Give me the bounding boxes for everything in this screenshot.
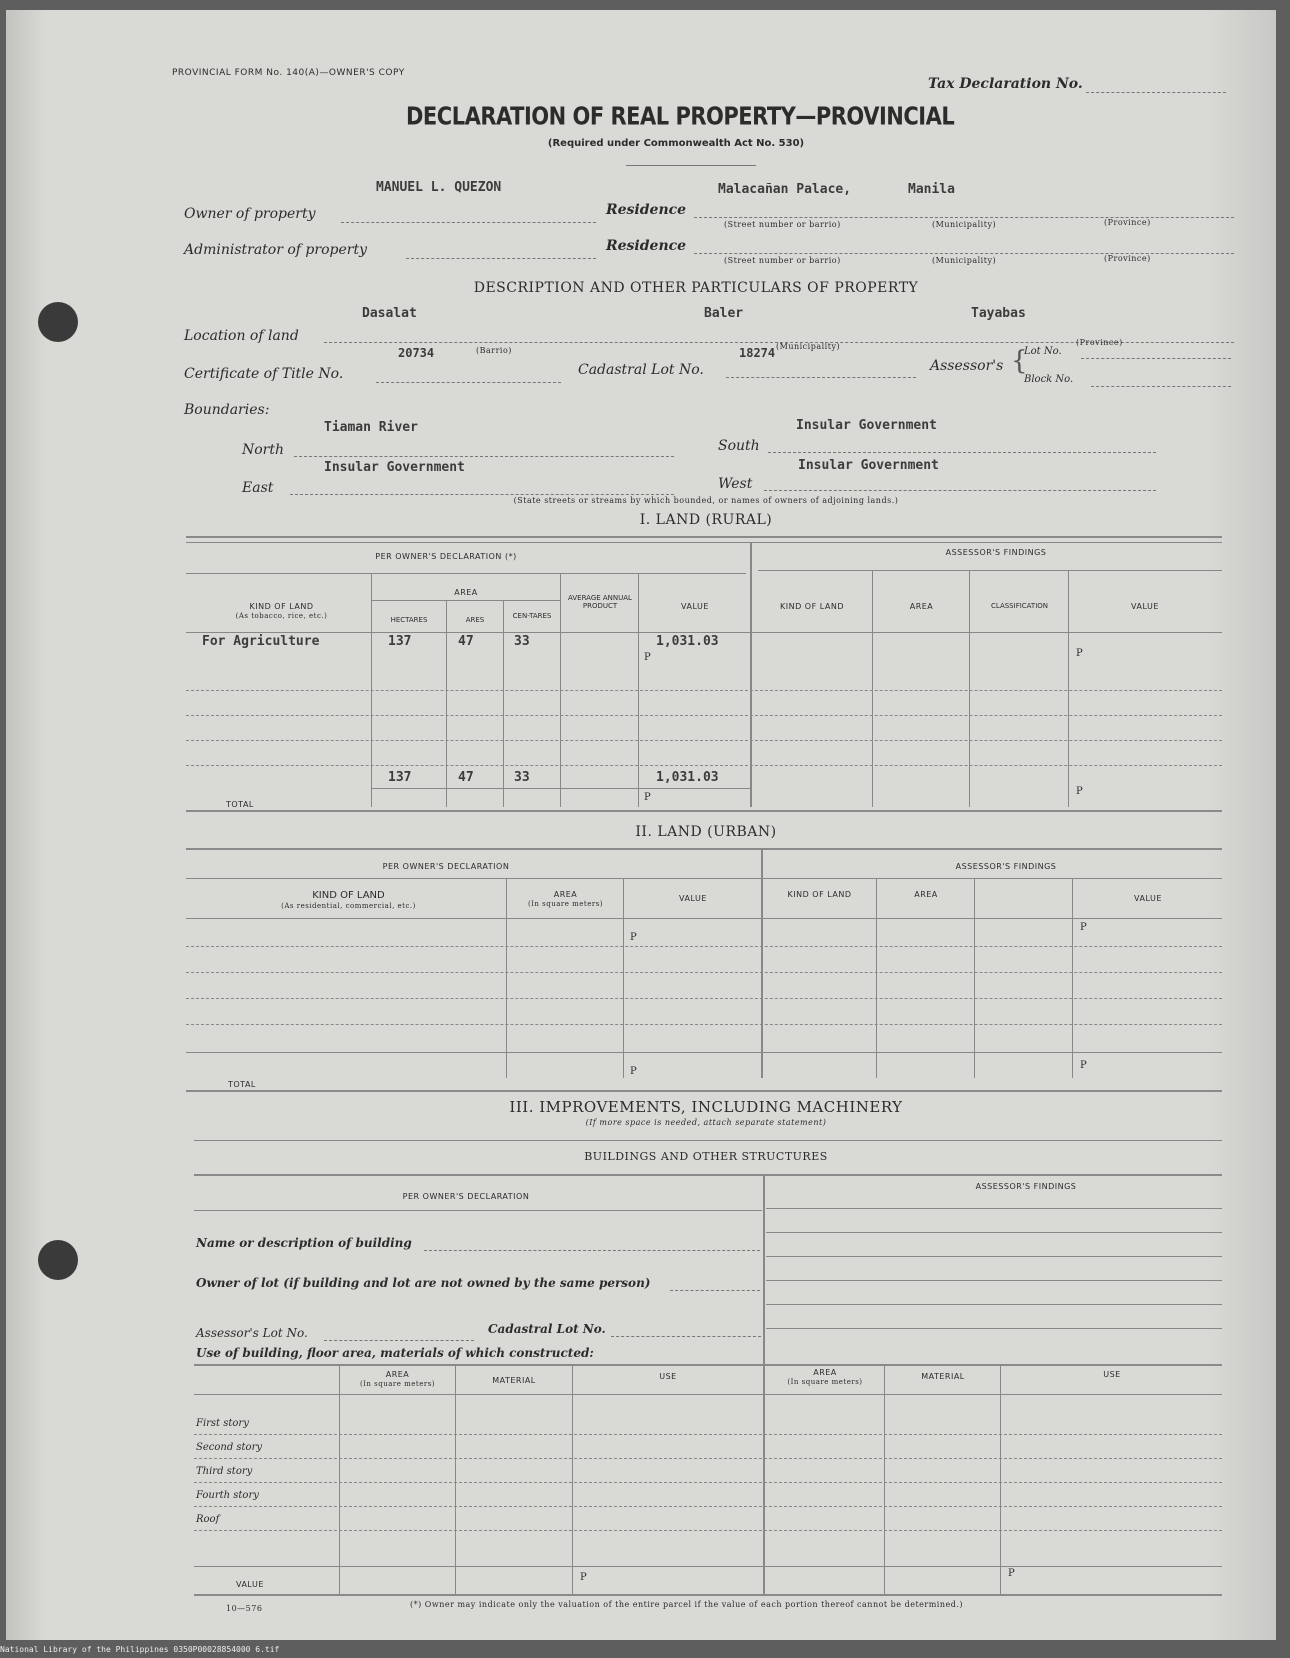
province-caption: (Province) bbox=[1076, 338, 1123, 347]
urban-a-value-header: VALUE bbox=[1134, 894, 1162, 903]
roof-label: Roof bbox=[196, 1514, 220, 1525]
rural-col bbox=[969, 570, 970, 807]
buildings-rule bbox=[766, 1304, 1222, 1305]
rural-col bbox=[1068, 570, 1069, 807]
story-rule bbox=[194, 1530, 1222, 1531]
third-story-label: Third story bbox=[196, 1466, 253, 1477]
hectares-header: HECTARES bbox=[390, 616, 428, 624]
kind-header: KIND OF LAND bbox=[249, 602, 314, 611]
urban-assessor: ASSESSOR'S FINDINGS bbox=[955, 862, 1057, 871]
peso-sign: P bbox=[630, 1066, 637, 1077]
a-story-area-sub: (In square meters) bbox=[787, 1378, 863, 1386]
peso-sign: P bbox=[1080, 1060, 1087, 1071]
cadastral-value: 18274 bbox=[739, 346, 776, 360]
page-title: DECLARATION OF REAL PROPERTY—PROVINCIAL bbox=[406, 101, 955, 131]
location-label: Location of land bbox=[184, 328, 299, 344]
scan-footer: National Library of the Philippines 0350P00028854000 6.tif bbox=[0, 1645, 280, 1654]
lot-field[interactable] bbox=[1081, 358, 1231, 359]
story-rule bbox=[194, 1566, 1222, 1567]
value-header: VALUE bbox=[681, 602, 709, 611]
story-use-header: USE bbox=[659, 1372, 677, 1381]
rural-owner-decl: PER OWNER'S DECLARATION (*) bbox=[375, 552, 517, 561]
story-rule bbox=[194, 1394, 1222, 1395]
story-material-header: MATERIAL bbox=[492, 1376, 536, 1385]
form-label: PROVINCIAL FORM No. 140(A)—OWNER'S COPY bbox=[172, 68, 405, 78]
urban-value-header: VALUE bbox=[679, 894, 707, 903]
block-field[interactable] bbox=[1091, 386, 1231, 387]
peso-sign: P bbox=[1076, 648, 1083, 659]
municipality-caption: (Municipality) bbox=[776, 342, 841, 351]
admin-residence-field[interactable] bbox=[694, 253, 1234, 254]
urban-col bbox=[1072, 878, 1073, 1078]
cadastral-label: Cadastral Lot No. bbox=[578, 362, 704, 378]
building-name-field[interactable] bbox=[424, 1250, 760, 1251]
brace: { bbox=[1011, 346, 1028, 376]
rural-rule bbox=[186, 573, 746, 574]
improvements-heading: III. IMPROVEMENTS, INCLUDING MACHINERY bbox=[509, 1098, 903, 1116]
a-value-header: VALUE bbox=[1131, 602, 1159, 611]
assessor-lot-field[interactable] bbox=[324, 1340, 474, 1341]
urban-top-rule bbox=[186, 848, 1222, 850]
story-table-rule bbox=[194, 1364, 1222, 1366]
owner-value: MANUEL L. QUEZON bbox=[376, 180, 502, 195]
owner-label: Owner of property bbox=[184, 206, 316, 222]
urban-col bbox=[876, 878, 877, 1078]
urban-a-kind-header: KIND OF LAND bbox=[787, 890, 852, 899]
title-rule bbox=[626, 165, 756, 166]
buildings-rule bbox=[766, 1256, 1222, 1257]
tax-declaration-label: Tax Declaration No. bbox=[928, 76, 1083, 92]
rural-row-rule bbox=[186, 765, 1222, 766]
row-hectares: 137 bbox=[388, 634, 412, 649]
a-story-area-header: AREA bbox=[813, 1368, 837, 1377]
story-col bbox=[455, 1364, 456, 1594]
rural-top-rule bbox=[186, 536, 1222, 538]
form-code: 10—576 bbox=[226, 1604, 263, 1613]
residence-city: Manila bbox=[908, 182, 955, 197]
urban-heading: II. LAND (URBAN) bbox=[635, 824, 777, 840]
a-story-material-header: MATERIAL bbox=[921, 1372, 965, 1381]
street-caption: (Street number or barrio) bbox=[724, 256, 841, 265]
buildings-owner-decl: PER OWNER'S DECLARATION bbox=[402, 1192, 530, 1201]
location-barrio: Dasalat bbox=[362, 306, 417, 321]
certificate-field[interactable] bbox=[376, 382, 561, 383]
story-bottom-rule bbox=[194, 1594, 1222, 1596]
row-kind: For Agriculture bbox=[202, 634, 320, 649]
row-centares: 33 bbox=[514, 634, 530, 649]
total-ares: 47 bbox=[458, 770, 474, 785]
improvements-value-label: VALUE bbox=[236, 1580, 264, 1589]
rural-row-rule bbox=[186, 632, 1222, 633]
rural-col-divider bbox=[750, 542, 752, 807]
north-label: North bbox=[242, 442, 285, 458]
location-municipality: Baler bbox=[704, 306, 744, 321]
story-rule bbox=[194, 1458, 1222, 1459]
street-caption: (Street number or barrio) bbox=[724, 220, 841, 229]
story-col bbox=[1000, 1364, 1001, 1594]
building-cadastral-field[interactable] bbox=[611, 1336, 761, 1337]
urban-col bbox=[974, 878, 975, 1078]
avg-product-header: AVERAGE ANNUAL PRODUCT bbox=[568, 594, 632, 610]
fourth-story-label: Fourth story bbox=[196, 1490, 259, 1501]
centares-header: CEN-TARES bbox=[512, 612, 552, 620]
buildings-assessor: ASSESSOR'S FINDINGS bbox=[975, 1182, 1077, 1191]
rural-row-rule bbox=[186, 740, 1222, 741]
rural-total-label: TOTAL bbox=[226, 800, 254, 809]
buildings-rule bbox=[194, 1174, 1222, 1176]
lot-label: Lot No. bbox=[1024, 346, 1062, 357]
owner-field[interactable] bbox=[341, 222, 596, 223]
buildings-heading: BUILDINGS AND OTHER STRUCTURES bbox=[584, 1150, 828, 1163]
improvements-rule bbox=[194, 1140, 1222, 1141]
story-area-sub: (In square meters) bbox=[359, 1380, 436, 1388]
urban-row-rule bbox=[186, 918, 1222, 919]
urban-bottom-rule bbox=[186, 1090, 1222, 1092]
owner-lot-label: Owner of lot (if building and lot are not owned by the same person) bbox=[196, 1276, 651, 1290]
owner-lot-field[interactable] bbox=[670, 1290, 760, 1291]
rural-heading: I. LAND (RURAL) bbox=[639, 512, 773, 528]
residence-label-2: Residence bbox=[606, 238, 687, 254]
punch-hole bbox=[38, 302, 78, 342]
certificate-label: Certificate of Title No. bbox=[184, 366, 344, 382]
tax-declaration-field[interactable] bbox=[1086, 92, 1226, 93]
residence-field[interactable] bbox=[694, 217, 1234, 218]
peso-sign: P bbox=[1076, 786, 1083, 797]
peso-sign: P bbox=[644, 792, 651, 803]
improvements-sub: (If more space is needed, attach separate statement) bbox=[585, 1118, 827, 1127]
east-field[interactable] bbox=[290, 494, 674, 495]
rural-rule bbox=[758, 570, 1222, 571]
south-label: South bbox=[718, 438, 760, 454]
west-field[interactable] bbox=[764, 490, 1156, 491]
buildings-rule bbox=[766, 1232, 1222, 1233]
peso-sign: P bbox=[1080, 922, 1087, 933]
row-ares: 47 bbox=[458, 634, 474, 649]
urban-col bbox=[623, 878, 624, 1078]
peso-sign: P bbox=[1008, 1568, 1015, 1579]
peso-sign: P bbox=[630, 932, 637, 943]
urban-col bbox=[506, 878, 507, 1078]
urban-area-header: AREA bbox=[553, 890, 578, 899]
urban-row-rule bbox=[186, 972, 1222, 973]
punch-hole bbox=[38, 1240, 78, 1280]
page-subtitle: (Required under Commonwealth Act No. 530) bbox=[547, 138, 805, 149]
description-heading: DESCRIPTION AND OTHER PARTICULARS OF PROPERTY bbox=[473, 280, 919, 296]
story-col bbox=[884, 1364, 885, 1594]
west-label: West bbox=[718, 476, 753, 492]
story-rule bbox=[194, 1434, 1222, 1435]
a-class-header: CLASSIFICATION bbox=[991, 602, 1048, 610]
residence-label: Residence bbox=[606, 202, 687, 218]
footnote: (*) Owner may indicate only the valuation of the entire parcel if the value of each portion thereof cannot be determined.) bbox=[410, 1600, 964, 1609]
east-value: Insular Government bbox=[324, 460, 465, 475]
rural-row-rule bbox=[186, 715, 1222, 716]
buildings-rule bbox=[194, 1210, 762, 1211]
urban-rule bbox=[186, 878, 1222, 879]
urban-row-rule bbox=[186, 1024, 1222, 1025]
peso-sign: P bbox=[644, 652, 651, 663]
urban-kind-header: KIND OF LAND bbox=[312, 890, 385, 901]
urban-owner-decl: PER OWNER'S DECLARATION bbox=[382, 862, 510, 871]
rural-assessor: ASSESSOR'S FINDINGS bbox=[945, 548, 1047, 557]
second-story-label: Second story bbox=[196, 1442, 263, 1453]
assessor-label: Assessor's bbox=[930, 358, 1004, 374]
rural-bottom-rule bbox=[186, 810, 1222, 812]
area-header: AREA bbox=[454, 588, 478, 597]
total-value: 1,031.03 bbox=[656, 770, 719, 785]
buildings-rule bbox=[766, 1328, 1222, 1329]
rural-top-rule-2 bbox=[186, 542, 1222, 543]
total-rule bbox=[372, 788, 750, 789]
certificate-value: 20734 bbox=[398, 346, 435, 360]
story-area-header: AREA bbox=[385, 1370, 410, 1379]
south-value: Insular Government bbox=[796, 418, 937, 433]
ares-header: ARES bbox=[465, 616, 485, 624]
rural-col bbox=[872, 570, 873, 807]
boundaries-label: Boundaries: bbox=[184, 402, 270, 418]
urban-row-rule bbox=[186, 998, 1222, 999]
buildings-rule bbox=[766, 1280, 1222, 1281]
building-cadastral-label: Cadastral Lot No. bbox=[488, 1322, 606, 1336]
story-rule bbox=[194, 1482, 1222, 1483]
buildings-rule bbox=[766, 1208, 1222, 1209]
form-sheet bbox=[6, 10, 1276, 1640]
north-field[interactable] bbox=[294, 456, 674, 457]
location-province: Tayabas bbox=[971, 306, 1026, 321]
municipality-caption: (Municipality) bbox=[932, 220, 997, 229]
cadastral-field[interactable] bbox=[726, 377, 916, 378]
use-label: Use of building, floor area, materials of which constructed: bbox=[196, 1346, 594, 1360]
buildings-col-divider bbox=[763, 1174, 765, 1594]
assessor-lot-label: Assessor's Lot No. bbox=[196, 1326, 308, 1340]
row-value: 1,031.03 bbox=[656, 634, 719, 649]
province-caption: (Province) bbox=[1104, 218, 1151, 227]
boundaries-note: (State streets or streams by which bounded, or names of owners of adjoining lands.) bbox=[513, 496, 899, 505]
urban-row-rule bbox=[186, 1052, 1222, 1053]
block-label: Block No. bbox=[1024, 374, 1074, 385]
story-rule bbox=[194, 1506, 1222, 1507]
total-hectares: 137 bbox=[388, 770, 412, 785]
a-story-use-header: USE bbox=[1103, 1370, 1121, 1379]
urban-col-divider bbox=[761, 850, 763, 1078]
barrio-caption: (Barrio) bbox=[476, 346, 512, 355]
urban-total-label: TOTAL bbox=[228, 1080, 256, 1089]
first-story-label: First story bbox=[196, 1418, 249, 1429]
building-name-label: Name or description of building bbox=[196, 1236, 412, 1250]
east-label: East bbox=[242, 480, 274, 496]
municipality-caption: (Municipality) bbox=[932, 256, 997, 265]
story-col bbox=[572, 1364, 573, 1594]
urban-a-area-header: AREA bbox=[914, 890, 938, 899]
north-value: Tiaman River bbox=[324, 420, 418, 435]
province-caption: (Province) bbox=[1104, 254, 1151, 263]
peso-sign: P bbox=[580, 1572, 587, 1583]
a-kind-header: KIND OF LAND bbox=[780, 602, 844, 611]
south-field[interactable] bbox=[768, 452, 1156, 453]
kind-sub: (As tobacco, rice, etc.) bbox=[235, 612, 328, 620]
total-centares: 33 bbox=[514, 770, 530, 785]
area-rule bbox=[372, 600, 560, 601]
residence-value: Malacañan Palace, bbox=[718, 182, 852, 197]
urban-area-sub: (In square meters) bbox=[527, 900, 604, 908]
west-value: Insular Government bbox=[798, 458, 939, 473]
urban-row-rule bbox=[186, 946, 1222, 947]
story-col bbox=[339, 1364, 340, 1594]
a-area-header: AREA bbox=[909, 602, 934, 611]
rural-row-rule bbox=[186, 690, 1222, 691]
urban-kind-sub: (As residential, commercial, etc.) bbox=[281, 902, 416, 910]
administrator-label: Administrator of property bbox=[184, 242, 367, 258]
administrator-field[interactable] bbox=[406, 258, 596, 259]
